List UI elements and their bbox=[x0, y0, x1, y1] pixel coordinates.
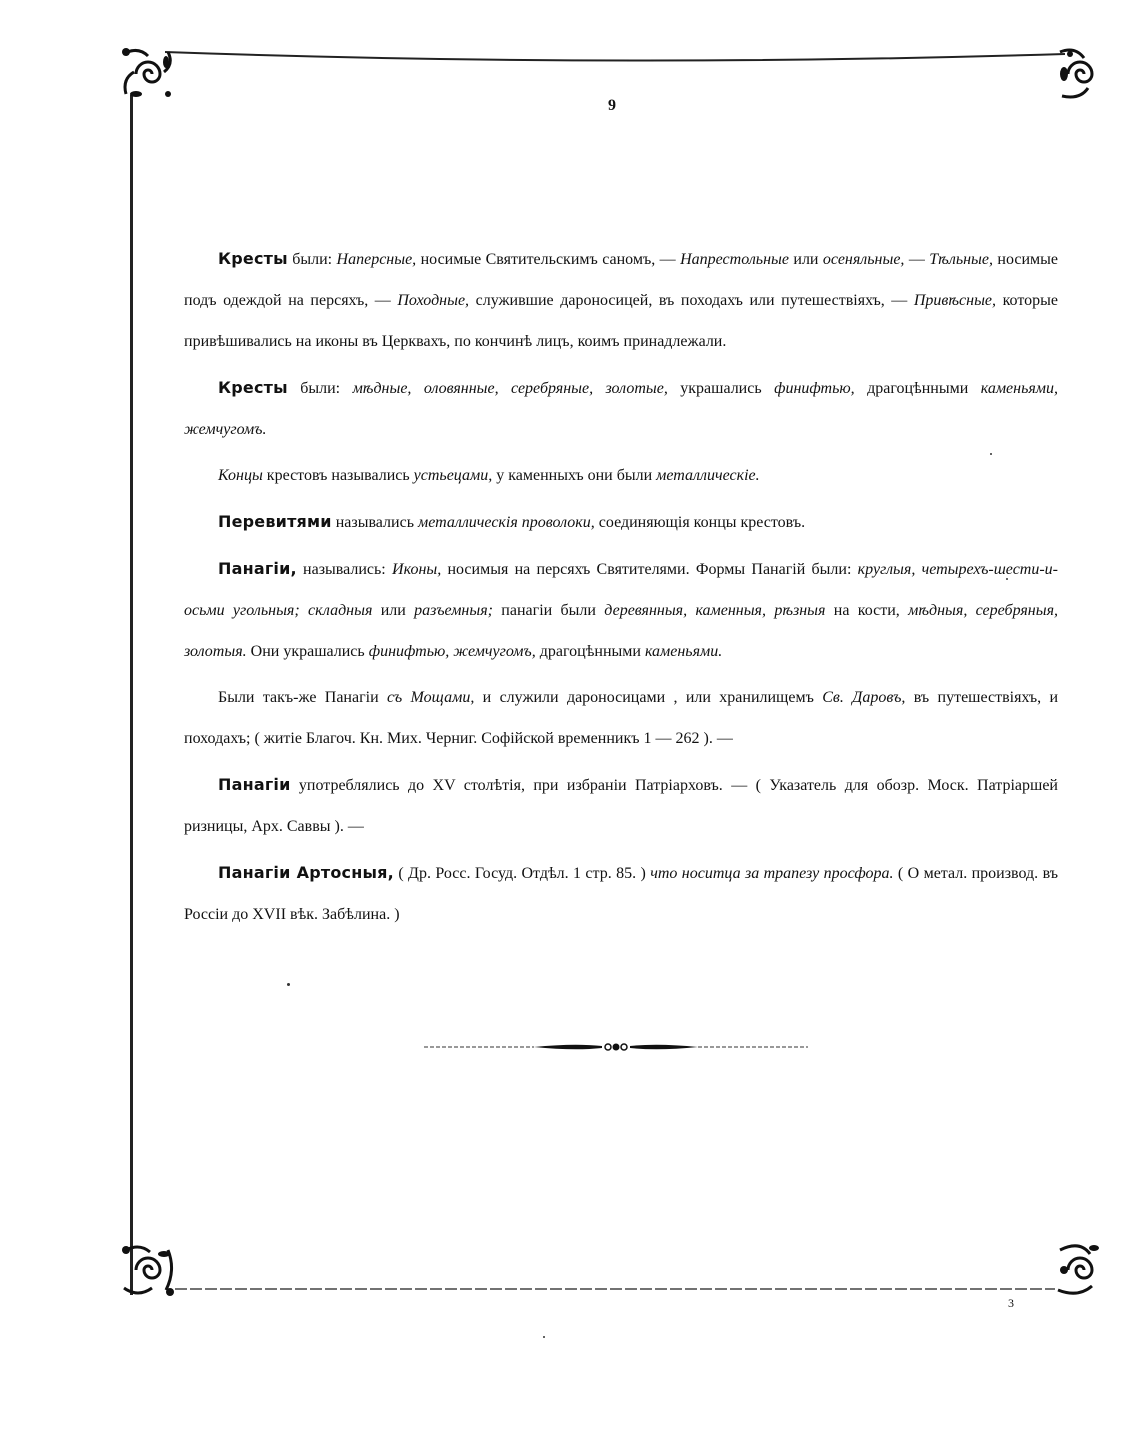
italic-term: металлическіе. bbox=[656, 467, 760, 484]
text-run: носимые Святительскимъ саномъ, — bbox=[416, 251, 681, 268]
paragraph bbox=[184, 238, 1058, 362]
text-run: драгоцѣнными bbox=[854, 380, 981, 397]
text-run: были: bbox=[287, 251, 337, 268]
scan-speck bbox=[543, 1336, 545, 1338]
italic-term: деревянныя, каменныя, рѣзныя bbox=[604, 602, 826, 619]
italic-term: осеняльные, bbox=[822, 251, 905, 268]
corner-flourish-icon bbox=[1050, 44, 1110, 104]
bold-term: Панагіи bbox=[218, 775, 291, 794]
text-run: или bbox=[788, 251, 823, 268]
bold-term: Панагіи, bbox=[218, 559, 297, 578]
paragraph bbox=[184, 501, 1058, 543]
paragraph bbox=[184, 764, 1058, 847]
paragraph bbox=[184, 548, 1058, 672]
italic-term: Тѣльные, bbox=[929, 251, 993, 268]
italic-term: финифтью, bbox=[774, 380, 855, 397]
text-run: соединяющія концы крестовъ. bbox=[594, 514, 806, 531]
text-run: ( Др. Росс. Госуд. Отдѣл. 1 стр. 85. ) bbox=[393, 865, 651, 882]
divider-flourish-icon bbox=[424, 1039, 808, 1055]
bold-term: Перевитями bbox=[218, 512, 332, 531]
text-run: Они украшались bbox=[246, 643, 369, 660]
text-run: у каменныхъ они были bbox=[492, 467, 657, 484]
text-run: носимые подъ одеждой на персяхъ, — bbox=[184, 251, 1059, 309]
italic-term: Иконы, bbox=[392, 561, 442, 578]
left-frame-line bbox=[130, 95, 133, 1295]
italic-term: Напрестольные bbox=[680, 251, 789, 268]
scan-speck bbox=[990, 453, 992, 455]
text-run: крестовъ назывались bbox=[262, 467, 414, 484]
italic-term: каменьями. bbox=[644, 643, 723, 660]
italic-term: Св. Даровъ, bbox=[822, 689, 906, 706]
italic-term: круглыя, четырехъ-шести-и-осьми угольныя; складныя bbox=[184, 561, 1059, 619]
scan-speck bbox=[287, 983, 290, 986]
italic-term: каменьями, жемчугомъ. bbox=[184, 380, 1059, 438]
text-run: носимыя на персяхъ Святителями. Формы Панагій были: bbox=[441, 561, 858, 578]
page-number: 9 bbox=[608, 97, 616, 114]
text-run: на кости, bbox=[825, 602, 909, 619]
italic-term: разъемныя; bbox=[414, 602, 493, 619]
body-text bbox=[184, 238, 1058, 940]
text-run: ( О метал. производ. въ Россіи до XVII вѣк. Забѣлина. ) bbox=[184, 865, 1058, 923]
bold-term: Панагіи Артосныя, bbox=[218, 863, 394, 882]
text-run: — bbox=[904, 251, 930, 268]
corner-flourish-icon bbox=[1050, 1240, 1110, 1300]
italic-term: устьецами, bbox=[413, 467, 493, 484]
corner-flourish-icon bbox=[118, 44, 178, 104]
text-run: были: bbox=[287, 380, 353, 397]
paragraph bbox=[184, 852, 1058, 935]
text-run: драгоцѣнными bbox=[535, 643, 645, 660]
text-run: употреблялись до XV столѣтія, при избраніи Патріарховъ. — ( Указатель для обозр. Моск. Патріаршей ризницы, Арх. Саввы ). — bbox=[184, 777, 1058, 835]
paragraph bbox=[184, 677, 1058, 759]
text-run: служившие дароносицей, въ походахъ или путешествіяхъ, — bbox=[469, 292, 914, 309]
paragraph bbox=[184, 455, 1058, 496]
text-run: которые привѣшивались на иконы въ Церквахъ, по кончинѣ лицъ, коимъ принадлежали. bbox=[184, 292, 1058, 350]
italic-term: Привѣсные, bbox=[913, 292, 997, 309]
italic-term: что носитца за трапезу просфора. bbox=[650, 865, 894, 882]
italic-term: металлическія проволоки, bbox=[417, 514, 595, 531]
italic-term: съ Мощами, bbox=[387, 689, 475, 706]
text-run: украшались bbox=[667, 380, 775, 397]
italic-term: Концы bbox=[218, 467, 263, 484]
text-run: панагіи были bbox=[492, 602, 605, 619]
italic-term: мѣдные, оловянные, серебряные, золотые, bbox=[352, 380, 668, 397]
italic-term: Походные, bbox=[397, 292, 470, 309]
text-run: Были такъ-же Панагіи bbox=[218, 689, 387, 706]
scan-speck bbox=[1006, 578, 1008, 580]
bottom-frame-line bbox=[175, 1283, 1055, 1295]
corner-flourish-icon bbox=[118, 1240, 178, 1300]
paragraph bbox=[184, 367, 1058, 450]
text-run: или bbox=[372, 602, 415, 619]
sheet-mark: 3 bbox=[1008, 1296, 1014, 1310]
bold-term: Кресты bbox=[218, 378, 288, 397]
text-run: назывались bbox=[331, 514, 418, 531]
italic-term: финифтью, жемчугомъ, bbox=[368, 643, 536, 660]
italic-term: мѣдныя, серебряныя, золотыя. bbox=[184, 602, 1059, 660]
italic-term: Наперсные, bbox=[336, 251, 417, 268]
text-run: назывались: bbox=[296, 561, 393, 578]
text-run: въ путешествіяхъ, и походахъ; ( житіе Благоч. Кн. Мих. Черниг. Софійской временникъ 1 — 262 ). — bbox=[184, 689, 1059, 747]
text-run: и служили дароносицами , или хранилищемъ bbox=[474, 689, 823, 706]
bold-term: Кресты bbox=[218, 249, 288, 268]
top-frame-line bbox=[165, 50, 1065, 64]
